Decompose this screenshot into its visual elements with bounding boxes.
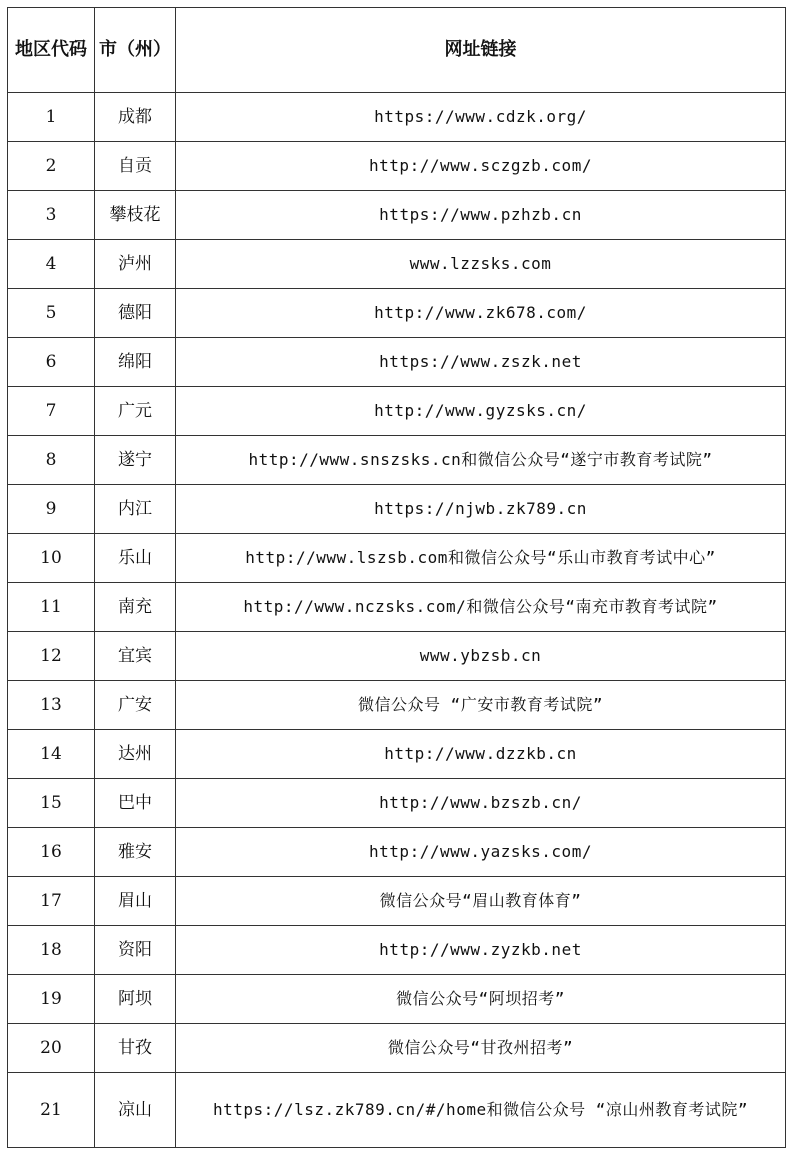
city-name: 甘孜 (95, 1024, 176, 1073)
website-link[interactable]: http://www.zyzkb.net (176, 926, 786, 975)
header-city: 市（州） (95, 8, 176, 93)
table-row (8, 93, 786, 142)
region-code: 20 (8, 1024, 95, 1073)
header-link: 网址链接 (176, 8, 786, 93)
table-row (8, 534, 786, 583)
region-code: 11 (8, 583, 95, 632)
region-code: 12 (8, 632, 95, 681)
region-code: 15 (8, 779, 95, 828)
region-code: 21 (8, 1073, 95, 1148)
table-row (8, 828, 786, 877)
region-code: 10 (8, 534, 95, 583)
table-row (8, 975, 786, 1024)
table-row (8, 436, 786, 485)
region-code: 3 (8, 191, 95, 240)
website-link[interactable]: 微信公众号 “广安市教育考试院” (176, 681, 786, 730)
website-link[interactable]: 微信公众号“甘孜州招考” (176, 1024, 786, 1073)
table-body (8, 93, 786, 1148)
table-row (8, 730, 786, 779)
website-link[interactable]: http://www.lszsb.com和微信公众号“乐山市教育考试中心” (176, 534, 786, 583)
website-link[interactable]: www.ybzsb.cn (176, 632, 786, 681)
city-name: 泸州 (95, 240, 176, 289)
website-link[interactable]: http://www.nczsks.com/和微信公众号“南充市教育考试院” (176, 583, 786, 632)
city-name: 攀枝花 (95, 191, 176, 240)
website-link[interactable]: http://www.yazsks.com/ (176, 828, 786, 877)
city-name: 绵阳 (95, 338, 176, 387)
website-link[interactable]: https://www.cdzk.org/ (176, 93, 786, 142)
table-row (8, 1024, 786, 1073)
region-code: 5 (8, 289, 95, 338)
city-name: 广元 (95, 387, 176, 436)
header-row (8, 8, 786, 93)
table-row (8, 779, 786, 828)
region-code: 19 (8, 975, 95, 1024)
city-name: 德阳 (95, 289, 176, 338)
table-row (8, 632, 786, 681)
website-link[interactable]: http://www.sczgzb.com/ (176, 142, 786, 191)
table-row (8, 877, 786, 926)
table-row (8, 387, 786, 436)
region-code: 17 (8, 877, 95, 926)
website-link[interactable]: https://lsz.zk789.cn/#/home和微信公众号 “凉山州教育考试院” (176, 1073, 786, 1148)
region-code: 4 (8, 240, 95, 289)
city-name: 自贡 (95, 142, 176, 191)
website-link[interactable]: http://www.snszsks.cn和微信公众号“遂宁市教育考试院” (176, 436, 786, 485)
website-link[interactable]: http://www.zk678.com/ (176, 289, 786, 338)
table-row (8, 191, 786, 240)
city-name: 宜宾 (95, 632, 176, 681)
region-code: 16 (8, 828, 95, 877)
city-name: 乐山 (95, 534, 176, 583)
region-code: 14 (8, 730, 95, 779)
website-link[interactable]: 微信公众号“阿坝招考” (176, 975, 786, 1024)
website-link[interactable]: https://njwb.zk789.cn (176, 485, 786, 534)
table-row (8, 485, 786, 534)
table-row (8, 583, 786, 632)
region-code: 6 (8, 338, 95, 387)
website-link[interactable]: http://www.bzszb.cn/ (176, 779, 786, 828)
city-name: 南充 (95, 583, 176, 632)
region-code: 1 (8, 93, 95, 142)
table-row (8, 338, 786, 387)
city-name: 眉山 (95, 877, 176, 926)
region-code: 7 (8, 387, 95, 436)
table-row (8, 681, 786, 730)
website-link[interactable]: https://www.zszk.net (176, 338, 786, 387)
website-link[interactable]: 微信公众号“眉山教育体育” (176, 877, 786, 926)
city-name: 雅安 (95, 828, 176, 877)
website-link[interactable]: http://www.dzzkb.cn (176, 730, 786, 779)
region-code: 18 (8, 926, 95, 975)
region-code: 2 (8, 142, 95, 191)
city-name: 遂宁 (95, 436, 176, 485)
table-row (8, 289, 786, 338)
city-name: 广安 (95, 681, 176, 730)
website-link[interactable]: http://www.gyzsks.cn/ (176, 387, 786, 436)
city-name: 凉山 (95, 1073, 176, 1148)
table-row (8, 142, 786, 191)
website-link[interactable]: https://www.pzhzb.cn (176, 191, 786, 240)
city-name: 内江 (95, 485, 176, 534)
region-code: 13 (8, 681, 95, 730)
region-code: 8 (8, 436, 95, 485)
region-code: 9 (8, 485, 95, 534)
table-row (8, 926, 786, 975)
region-links-table (7, 7, 786, 1148)
table-row (8, 1073, 786, 1148)
website-link[interactable]: www.lzzsks.com (176, 240, 786, 289)
city-name: 成都 (95, 93, 176, 142)
city-name: 阿坝 (95, 975, 176, 1024)
table-row (8, 240, 786, 289)
city-name: 资阳 (95, 926, 176, 975)
city-name: 达州 (95, 730, 176, 779)
header-code: 地区代码 (8, 8, 95, 93)
city-name: 巴中 (95, 779, 176, 828)
